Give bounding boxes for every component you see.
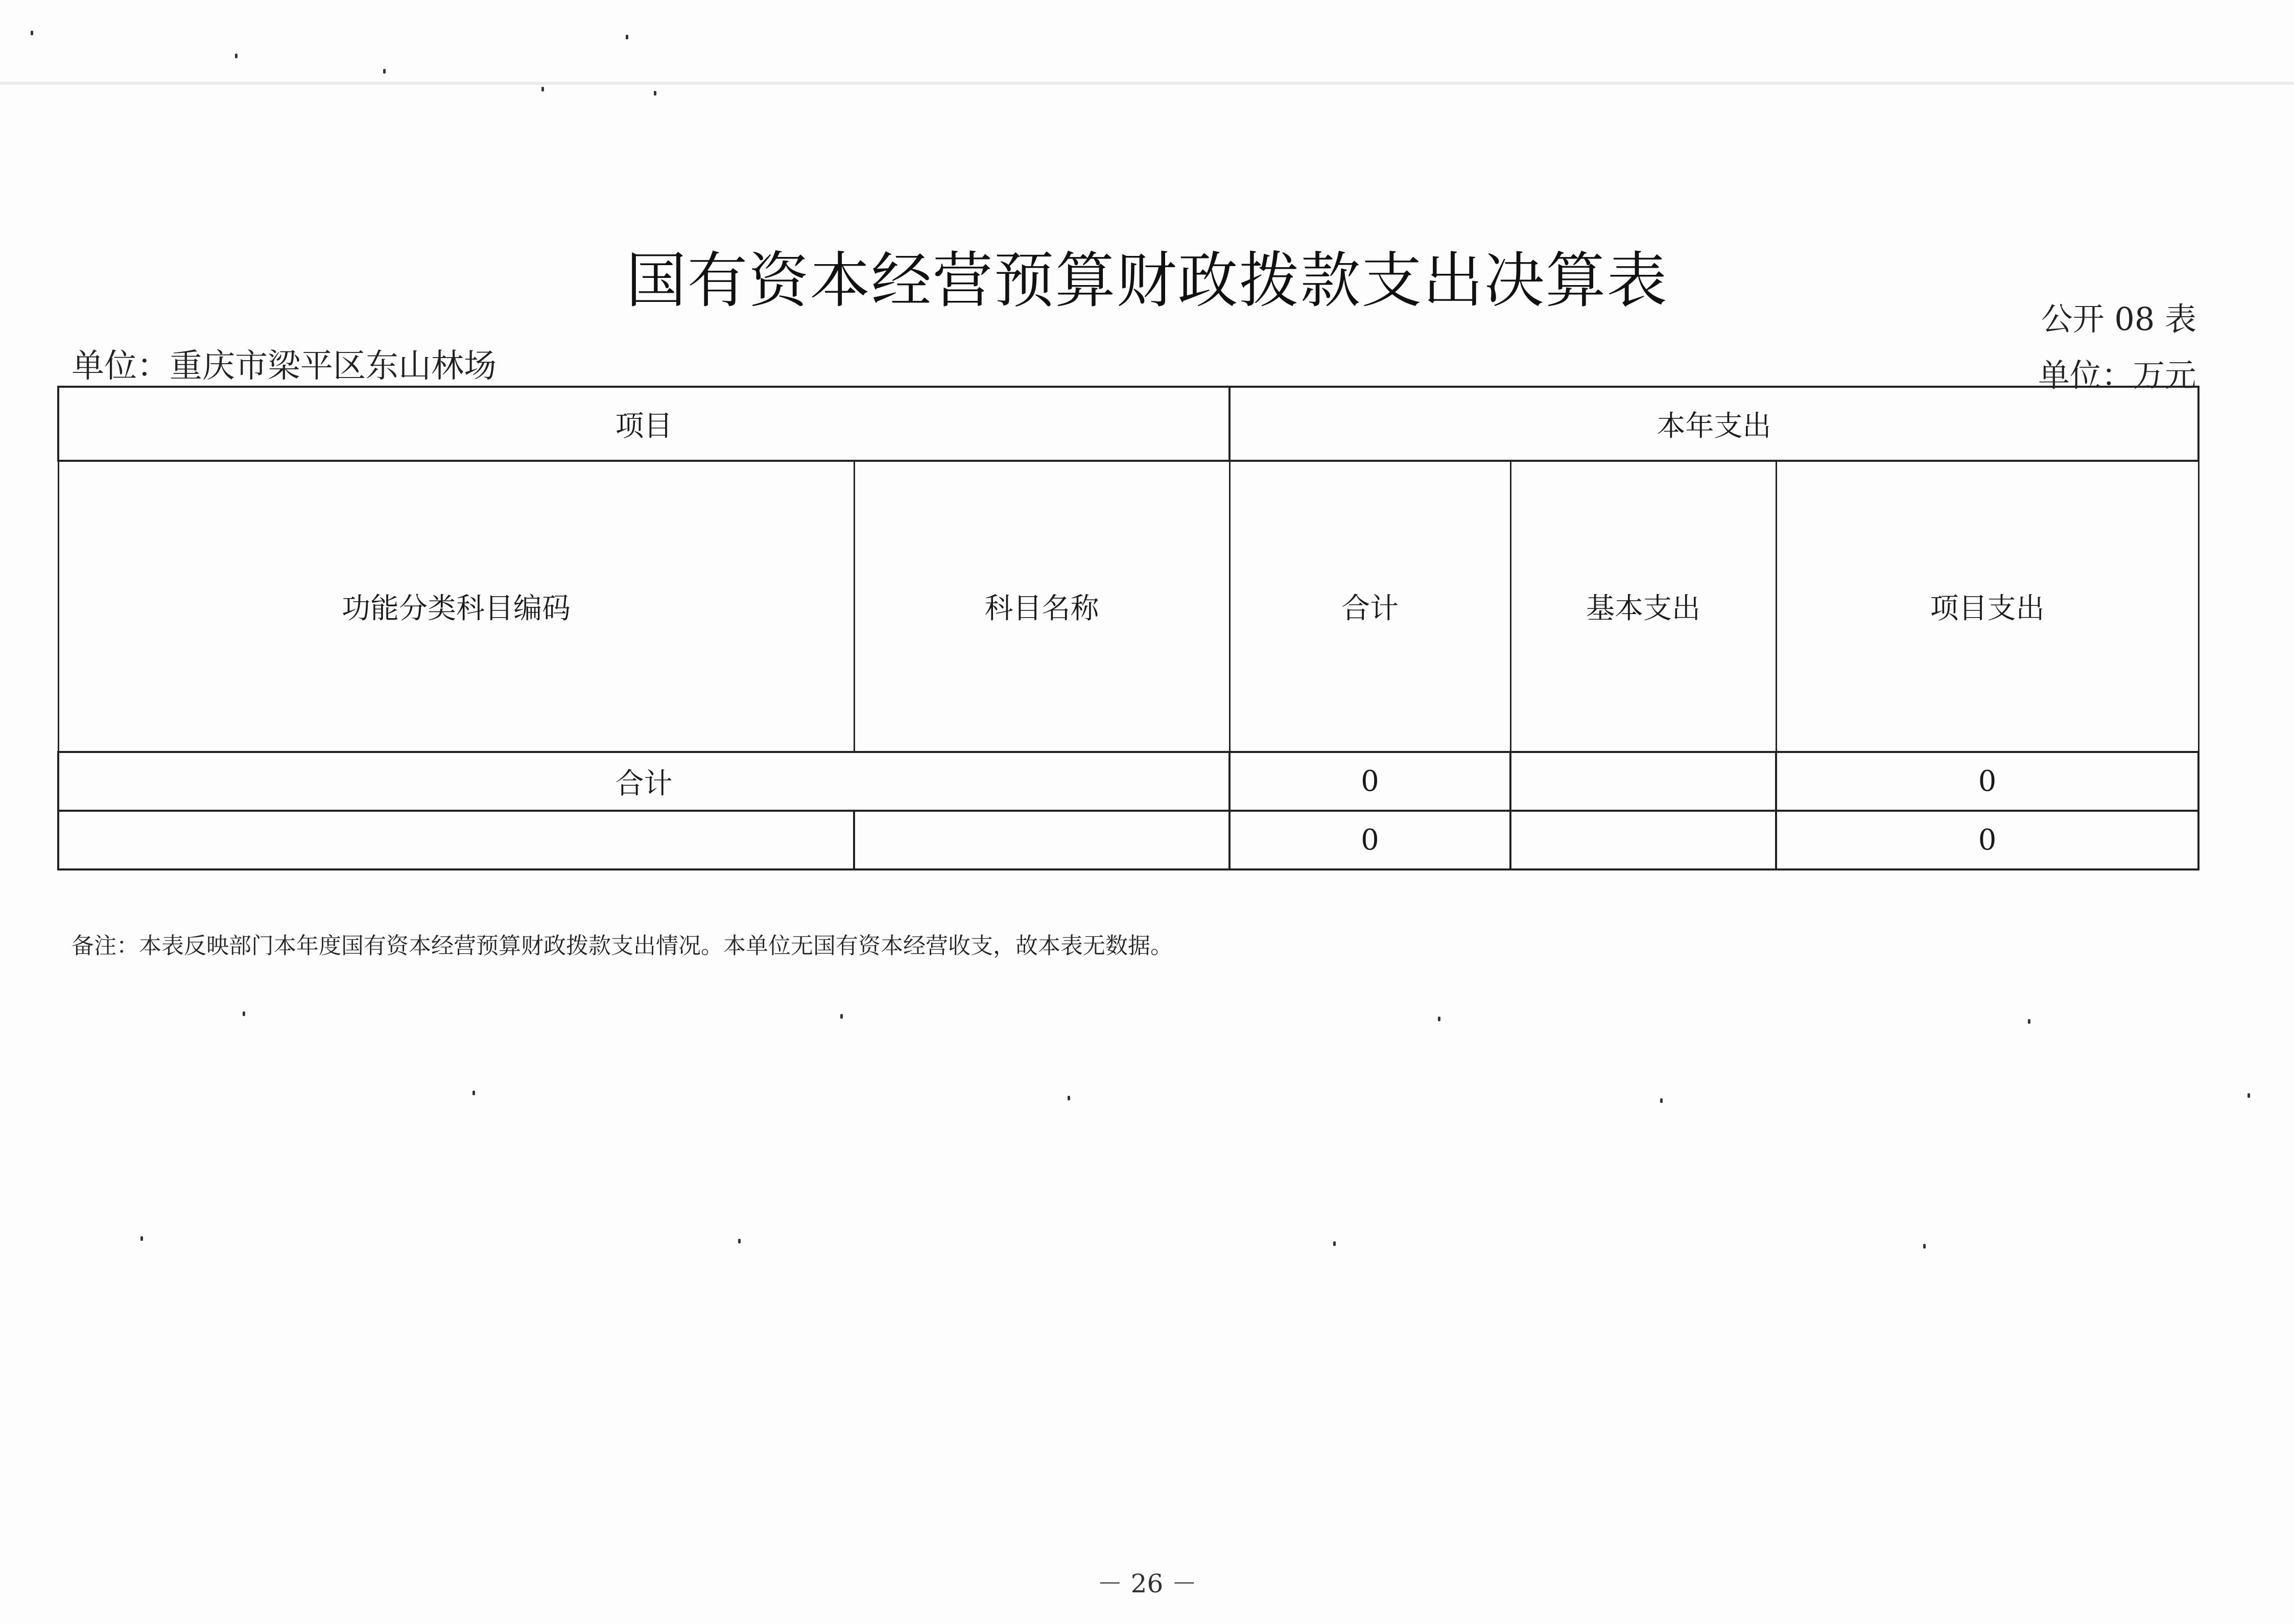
row-project: 0 — [1776, 811, 2198, 869]
header-project-expenditure: 项目支出 — [1776, 461, 2198, 752]
scan-speck — [2248, 1093, 2250, 1098]
footnote: 备注：本表反映部门本年度国有资本经营预算财政拨款支出情况。本单位无国有资本经营收支，故本表无数据。 — [72, 933, 1173, 959]
header-row-columns — [58, 461, 2198, 752]
scan-speck — [1660, 1098, 1663, 1103]
table-row-total — [58, 752, 2198, 811]
header-subject-name: 科目名称 — [854, 461, 1229, 752]
table-row — [58, 811, 2198, 869]
scan-speck — [31, 31, 33, 35]
scan-speck — [2028, 1019, 2030, 1024]
document-title: 国有资本经营预算财政拨款支出决算表 — [626, 245, 1668, 316]
scan-speck — [654, 91, 656, 96]
row-subject-name — [854, 811, 1229, 869]
header-row-group — [58, 387, 2198, 461]
reporting-unit: 单位：重庆市梁平区东山林场 — [72, 347, 496, 385]
scan-speck — [235, 54, 238, 58]
header-total: 合计 — [1229, 461, 1510, 752]
scan-speck — [541, 87, 544, 91]
scan-speck — [1923, 1244, 1926, 1249]
scan-speck — [243, 1011, 245, 1016]
scan-speck — [1333, 1241, 1336, 1246]
page-number: － 26 － — [1097, 1569, 1197, 1598]
header-function-code: 功能分类科目编码 — [58, 461, 854, 752]
total-amount: 0 — [1229, 752, 1510, 811]
row-basic — [1510, 811, 1776, 869]
currency-unit: 单位：万元 — [2038, 357, 2196, 394]
expenditure-table — [57, 386, 2200, 870]
scan-speck — [383, 69, 386, 74]
total-basic — [1510, 752, 1776, 811]
total-project: 0 — [1776, 752, 2198, 811]
header-project-group: 项目 — [58, 387, 1229, 461]
total-label: 合计 — [58, 752, 1229, 811]
scan-speck — [840, 1014, 843, 1019]
header-basic-expenditure: 基本支出 — [1510, 461, 1776, 752]
scan-artifact-band — [0, 82, 2294, 85]
scan-speck — [140, 1236, 143, 1241]
form-number: 公开 08 表 — [2041, 300, 2196, 338]
row-function-code — [58, 811, 854, 869]
row-total: 0 — [1229, 811, 1510, 869]
scan-speck — [1438, 1017, 1440, 1021]
header-current-year-group: 本年支出 — [1229, 387, 2198, 461]
scan-speck — [626, 35, 628, 39]
scan-speck — [1068, 1096, 1070, 1100]
scan-speck — [738, 1239, 741, 1243]
scan-speck — [472, 1091, 475, 1095]
